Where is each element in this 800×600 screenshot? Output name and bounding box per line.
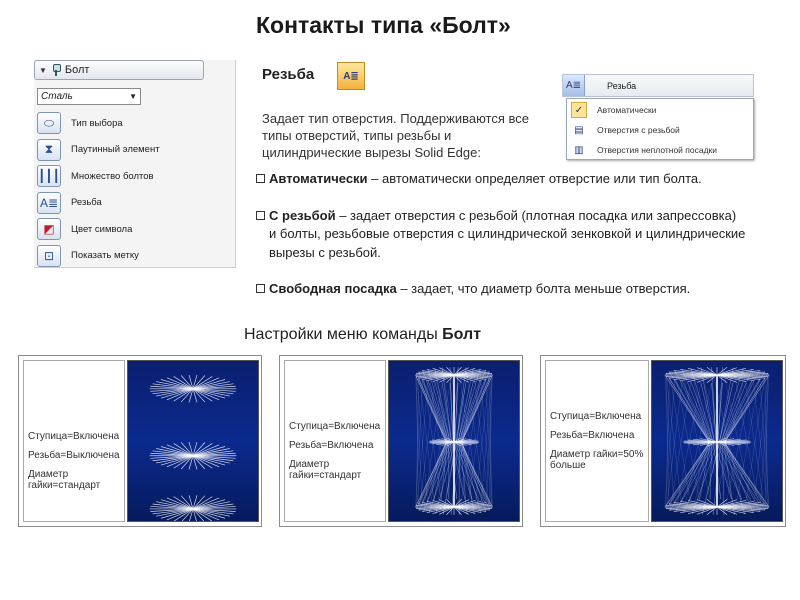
- param-nut: Диаметр гайки=стандарт: [289, 459, 362, 481]
- bullet-automatic: [256, 170, 746, 189]
- spider-element-icon: ⧗: [37, 139, 61, 161]
- menu-item-label: Автоматически: [597, 105, 657, 115]
- menu-item-threaded-holes[interactable]: [567, 121, 753, 139]
- bolt-command-panel: [34, 60, 236, 268]
- thread-dropdown-header[interactable]: [562, 74, 754, 97]
- tool-label: Резьба: [71, 197, 102, 209]
- param-thread: Резьба=Выключена: [28, 450, 120, 461]
- chevron-down-icon[interactable]: ▼: [129, 92, 137, 101]
- bolt-render-3: [651, 360, 783, 522]
- param-nut: Диаметр гайки=стандарт: [28, 469, 101, 491]
- example-panel-3: [540, 355, 786, 527]
- param-thread: Резьба=Включена: [550, 430, 635, 441]
- material-select[interactable]: [37, 88, 141, 105]
- spider-render-svg: [128, 361, 258, 521]
- menu-item-label: Отверстия с резьбой: [597, 125, 680, 135]
- tool-show-label[interactable]: [37, 243, 232, 270]
- param-hub: Ступица=Включена: [550, 411, 642, 422]
- tool-label: Показать метку: [71, 250, 139, 262]
- menu-caption-prefix: Настройки меню команды: [244, 326, 443, 343]
- thread-icon: A≣: [37, 192, 61, 214]
- material-select-value: Сталь: [41, 91, 73, 102]
- menu-caption: [244, 326, 481, 344]
- example-params: [545, 360, 649, 522]
- show-label-icon: ⊡: [37, 245, 61, 267]
- bullet-text: – задает, что диаметр болта меньше отверстия.: [396, 281, 691, 296]
- thread-icon: A≣: [563, 75, 585, 96]
- param-hub: Ступица=Включена: [289, 421, 381, 432]
- tool-multiple-bolts[interactable]: [37, 163, 232, 190]
- bolt-icon: [51, 64, 61, 76]
- thread-dropdown-menu: [566, 98, 754, 160]
- thread-heading: Резьба: [262, 66, 315, 83]
- param-nut: Диаметр гайки=50% больше: [550, 449, 644, 471]
- tool-label: Цвет символа: [71, 223, 133, 235]
- tool-selection-type[interactable]: [37, 110, 232, 137]
- checkmark-icon: ✓: [571, 102, 587, 118]
- selection-type-icon: ⬭: [37, 112, 61, 134]
- collapse-triangle-icon[interactable]: ▼: [39, 65, 47, 75]
- example-panel-1: [18, 355, 262, 527]
- page-title: Контакты типа «Болт»: [256, 12, 511, 38]
- spider-render-svg: [389, 361, 519, 521]
- bolt-panel-header[interactable]: [34, 60, 204, 80]
- bolt-render-2: [388, 360, 520, 522]
- thread-description: Задает тип отверстия. Поддерживаются все типы отверстий, типы резьбы и цилиндрические вырезы Solid Edge:: [262, 111, 530, 160]
- thread-dropdown-label: Резьба: [607, 80, 637, 91]
- symbol-color-icon: ◩: [37, 218, 61, 240]
- checkbox-bullet-icon: [256, 284, 265, 293]
- bullet-term: Автоматически: [269, 171, 368, 186]
- bolt-panel-header-label: Болт: [64, 64, 90, 76]
- menu-item-clearance-holes[interactable]: [567, 141, 753, 159]
- bullet-term: С резьбой: [269, 207, 336, 223]
- thread-dropdown: [562, 74, 754, 160]
- tool-list: [37, 110, 232, 269]
- example-panel-2: [279, 355, 523, 527]
- thread-icon: A≣: [337, 62, 365, 90]
- threaded-hole-icon: ▤: [574, 124, 584, 136]
- tool-label: Тип выбора: [71, 117, 123, 129]
- multiple-bolts-icon: ┃┃┃: [37, 165, 61, 187]
- tool-thread[interactable]: [37, 190, 232, 217]
- clearance-hole-icon: ▥: [574, 144, 584, 156]
- bullet-term: Свободная посадка: [269, 281, 397, 296]
- example-params: [23, 360, 125, 522]
- checkbox-bullet-icon: [256, 174, 265, 183]
- spider-render-svg: [652, 361, 782, 521]
- example-params: [284, 360, 386, 522]
- tool-symbol-color[interactable]: [37, 216, 232, 243]
- menu-item-label: Отверстия неплотной посадки: [597, 145, 718, 155]
- param-thread: Резьба=Включена: [289, 440, 374, 451]
- menu-caption-bold: Болт: [442, 326, 482, 343]
- tool-label: Паутинный элемент: [71, 144, 160, 156]
- bullet-text: – автоматически определяет отверстие или тип болта.: [367, 171, 702, 186]
- bullet-threaded: [256, 207, 746, 263]
- bullet-clearance: [256, 280, 746, 299]
- bullet-text: – задает отверстия с резьбой (плотная посадка или запрессовка) и болты, резьбовые отверстия с цилиндрической зенковкой и цилиндрические вырезы с резьбой.: [269, 207, 746, 260]
- param-hub: Ступица=Включена: [28, 431, 120, 442]
- bolt-render-1: [127, 360, 259, 522]
- tool-spider-element[interactable]: [37, 137, 232, 164]
- checkbox-bullet-icon: [256, 211, 265, 220]
- menu-item-automatic[interactable]: [567, 101, 753, 119]
- thread-options-list: [256, 170, 746, 317]
- tool-label: Множество болтов: [71, 170, 154, 182]
